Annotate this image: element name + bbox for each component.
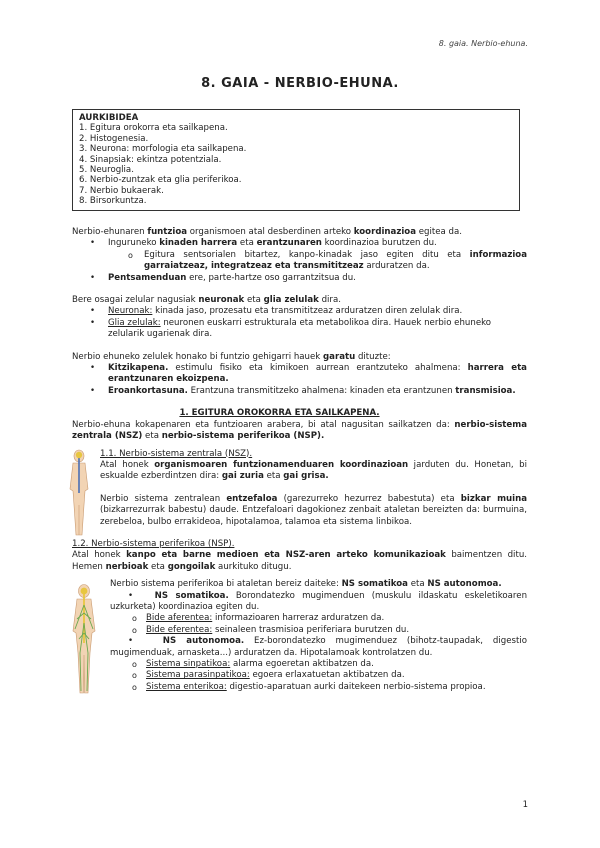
toc-item: 4. Sinapsiak: ekintza potentziala.	[79, 154, 222, 165]
subsection-heading: 1.1. Nerbio-sistema zentrala (NSZ).	[100, 448, 253, 459]
subsection-paragraph: Atal honek kanpo eta barne medioen eta NSZ-aren arteko komunikazioak baimentzen ditu. Hemen nerbioak eta gongoilak aurkituko ditugu.	[72, 550, 527, 572]
toc-heading: AURKIBIDEA	[79, 113, 139, 123]
subsection-paragraph: Nerbio sistema zentralean entzefaloa (garezurreko hezurrez babestuta) eta bizkar muina (bizkarrezurrak babestu) daude. Entzefaloari dagokionez zenbait ataletan bereizten da: burmuina, zerebeloa, bulbo errakideoa, hipotalamoa, talamoa eta sistema linbikoa.	[100, 493, 528, 527]
subsection-heading: 1.2. Nerbio-sistema periferikoa (NSP).	[72, 538, 235, 549]
bullet-item: • Inguruneko kinaden harrera eta erantzunaren koordinazioa burutzen du.	[72, 238, 527, 249]
intro-paragraph: Bere osagai zelular nagusiak neuronak eta glia zelulak dira.	[72, 295, 341, 306]
intro-paragraph: Nerbio ehuneko zelulek honako bi funtzio gehigarri hauek garatu dituzte:	[72, 351, 391, 362]
bullet-item: • Pentsamenduan ere, parte-hartze oso garrantzitsua du.	[72, 273, 527, 284]
section-paragraph: Nerbio-ehuna kokapenaren eta funtzioaren arabera, bi atal nagusitan sailkatzen da: nerbio-sistema zentrala (NSZ) eta nerbio-sistema periferikoa (NSP).	[72, 419, 527, 442]
intro-paragraph: Nerbio-ehunaren funtzioa organismoen atal desberdinen arteko koordinazioa egitea da.	[72, 227, 462, 237]
toc-item: 1. Egitura orokorra eta sailkapena.	[79, 123, 228, 134]
bullet-item: • Kitzikapena. estimulu fisiko eta kimikoen aurrean erantzuteko ahalmena: harrera eta erantzunaren ekoizpena.	[72, 363, 527, 386]
subsection-paragraph: Nerbio sistema periferikoa bi ataletan bereiz daiteke: NS somatikoa eta NS autonomoa.	[110, 579, 502, 590]
section-heading: 1. EGITURA OROKORRA ETA SAILKAPENA.	[179, 408, 380, 419]
bullet-item: • NS somatikoa. Borondatezko mugimenduen (muskulu ildaskatu eskeletikoaren uzkurketa) koordinazioa egiten du.	[110, 590, 528, 612]
bullet-item: • Eroankortasuna. Erantzuna transmititzeko ahalmena: kinaden eta erantzunen transmisioa.	[72, 386, 527, 397]
toc-item: 3. Neurona: morfologia eta sailkapena.	[79, 144, 247, 155]
nsp-block	[72, 579, 527, 693]
sub-bullet-item: o Sistema enterikoa: digestio-aparatuan aurki daitekeen nerbio-sistema propioa.	[110, 682, 527, 693]
page-number: 1	[522, 800, 528, 810]
sub-bullet-item: o Sistema sinpatikoa: alarma egoeretan aktibatzen da.	[110, 659, 527, 670]
sub-bullet-item: o Bide eferentea: seinaleen trasmisioa periferiara burutzen du.	[110, 625, 527, 636]
sub-bullet-item: o Egitura sentsorialen bitartez, kanpo-kinadak jaso egiten ditu eta informazioa garraiatzeaz, integratzeaz eta transmititzeaz arduratzen da.	[72, 250, 527, 273]
toc-item: 8. Birsorkuntza.	[79, 196, 147, 207]
central-nervous-system-figure	[64, 449, 94, 537]
running-header: 8. gaia. Nerbio-ehuna.	[438, 39, 528, 48]
bullet-item: • Neuronak: kinada jaso, prozesatu eta transmititzeaz arduratzen diren zelulak dira.	[72, 306, 527, 317]
peripheral-nervous-system-figure	[68, 583, 100, 695]
toc-item: 2. Histogenesia.	[79, 133, 149, 144]
sub-bullet-item: o Bide aferentea: informazioaren harreraz arduratzen da.	[110, 613, 527, 624]
bullet-item: • Glia zelulak: neuronen euskarri estrukturala eta metabolikoa dira. Hauek nerbio ehuneko zelularik ugarienak dira.	[72, 318, 527, 341]
toc-item: 5. Neuroglia.	[79, 165, 134, 176]
page-title: 8. GAIA - NERBIO-EHUNA.	[201, 76, 399, 91]
nsz-block	[72, 449, 527, 528]
document-body	[72, 227, 527, 693]
table-of-contents	[72, 109, 520, 211]
subsection-paragraph: Atal honek organismoaren funtzionamenduaren koordinazioan jarduten du. Honetan, bi eskualde ezberdintzen dira: gai zuria eta gai grisa.	[100, 459, 527, 482]
toc-item: 6. Nerbio-zuntzak eta glia periferikoa.	[79, 175, 242, 186]
toc-item: 7. Nerbio bukaerak.	[79, 185, 164, 196]
bullet-item: • NS autonomoa. Ez-borondatezko mugimenduez (bihotz-taupadak, digestio mugimenduak, arnasketa...) arduratzen da. Hipotalamoak kontrolatzen du.	[110, 636, 527, 658]
sub-bullet-item: o Sistema parasinpatikoa: egoera erlaxatuetan aktibatzen da.	[110, 670, 527, 681]
